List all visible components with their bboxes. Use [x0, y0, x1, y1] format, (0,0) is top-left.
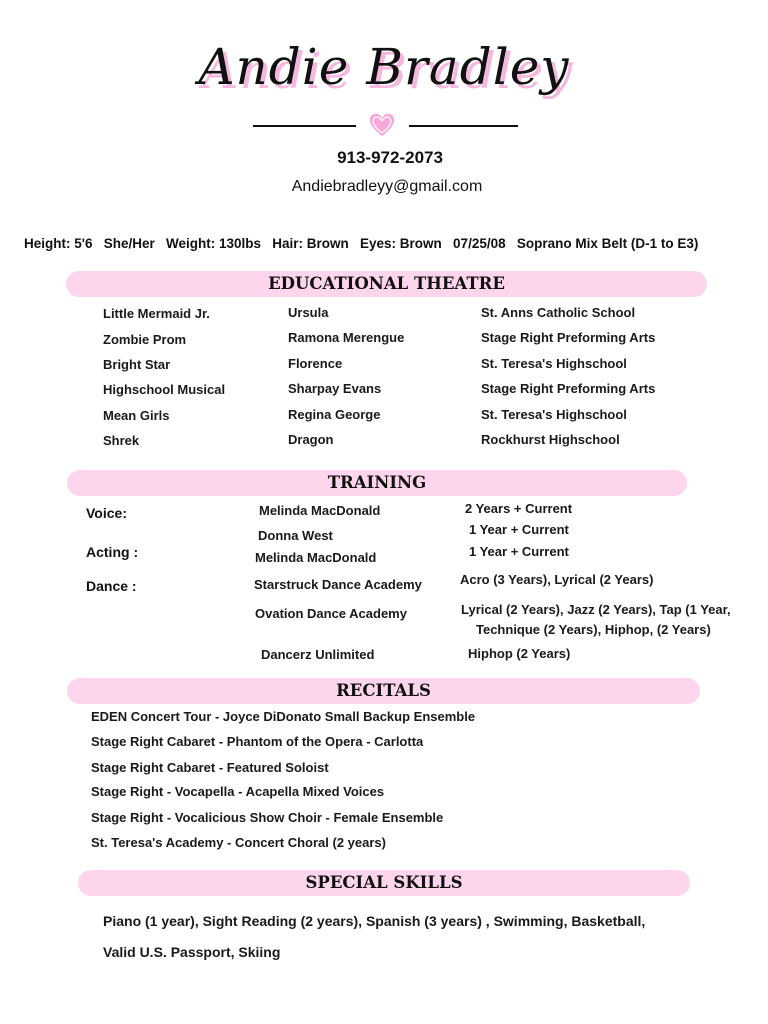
- training-school: Ovation Dance Academy: [255, 606, 407, 621]
- training-styles: Technique (2 Years), Hiphop, (2 Years): [476, 622, 711, 637]
- section-banner-training: [67, 470, 687, 496]
- acting-label: Acting :: [86, 544, 139, 560]
- recital-item: Stage Right - Vocapella - Acapella Mixed Voices: [91, 784, 385, 799]
- training-duration: 2 Years + Current: [465, 501, 573, 516]
- training-styles: Acro (3 Years), Lyrical (2 Years): [460, 572, 654, 587]
- recital-item: Stage Right - Vocalicious Show Choir - Female Ensemble: [91, 810, 444, 825]
- recital-item: St. Teresa's Academy - Concert Choral (2 years): [91, 835, 386, 850]
- role: Ramona Merengue: [288, 330, 405, 345]
- section-title: RECITALS: [336, 681, 431, 700]
- training-teacher: Donna West: [258, 528, 333, 543]
- section-banner-special-skills: [78, 870, 690, 896]
- training-teacher: Melinda MacDonald: [255, 550, 377, 565]
- section-banner-recitals: [67, 678, 700, 704]
- resume-name: Andie Bradley: [198, 38, 570, 96]
- show-title: Highschool Musical: [103, 382, 226, 397]
- venue: St. Anns Catholic School: [481, 305, 636, 320]
- show-title: Bright Star: [103, 357, 171, 372]
- recital-item: EDEN Concert Tour - Joyce DiDonato Small Backup Ensemble: [91, 709, 476, 724]
- training-styles: Hiphop (2 Years): [468, 646, 571, 661]
- training-school: Dancerz Unlimited: [261, 647, 375, 662]
- section-banner-educational-theatre: [66, 271, 707, 297]
- section-title: TRAINING: [327, 473, 427, 492]
- venue: Rockhurst Highschool: [481, 432, 620, 447]
- section-title: SPECIAL SKILLS: [305, 873, 463, 892]
- training-duration: 1 Year + Current: [469, 544, 569, 559]
- role: Ursula: [288, 305, 329, 320]
- divider-right: [409, 125, 518, 127]
- training-styles: Lyrical (2 Years), Jazz (2 Years), Tap (1 Year,: [461, 602, 731, 617]
- training-teacher: Melinda MacDonald: [259, 503, 381, 518]
- training-school: Starstruck Dance Academy: [254, 577, 422, 592]
- venue: Stage Right Preforming Arts: [481, 330, 656, 345]
- voice-label: Voice:: [86, 505, 127, 521]
- personal-stats: Height: 5'6 She/Her Weight: 130lbs Hair: Brown Eyes: Brown 07/25/08 Soprano Mix Belt (D-1 to E3): [24, 236, 699, 251]
- skills-line: Piano (1 year), Sight Reading (2 years), Spanish (3 years) , Swimming, Basketball,: [103, 913, 646, 929]
- show-title: Little Mermaid Jr.: [103, 306, 210, 321]
- dance-label: Dance :: [86, 578, 137, 594]
- role: Sharpay Evans: [288, 381, 382, 396]
- email-address: Andiebradleyy@gmail.com: [291, 178, 483, 195]
- venue: St. Teresa's Highschool: [481, 407, 627, 422]
- phone-number: 913-972-2073: [337, 148, 443, 167]
- role: Florence: [288, 356, 343, 371]
- section-title: EDUCATIONAL THEATRE: [268, 274, 505, 293]
- recital-item: Stage Right Cabaret - Phantom of the Opera - Carlotta: [91, 734, 424, 749]
- show-title: Zombie Prom: [103, 332, 187, 347]
- divider-left: [253, 125, 356, 127]
- venue: St. Teresa's Highschool: [481, 356, 627, 371]
- role: Dragon: [288, 432, 334, 447]
- role: Regina George: [288, 407, 381, 422]
- skills-line: Valid U.S. Passport, Skiing: [103, 944, 281, 960]
- training-duration: 1 Year + Current: [469, 522, 569, 537]
- heart-icon: [367, 111, 397, 139]
- venue: Stage Right Preforming Arts: [481, 381, 656, 396]
- recital-item: Stage Right Cabaret - Featured Soloist: [91, 760, 329, 775]
- show-title: Mean Girls: [103, 408, 170, 423]
- show-title: Shrek: [103, 433, 140, 448]
